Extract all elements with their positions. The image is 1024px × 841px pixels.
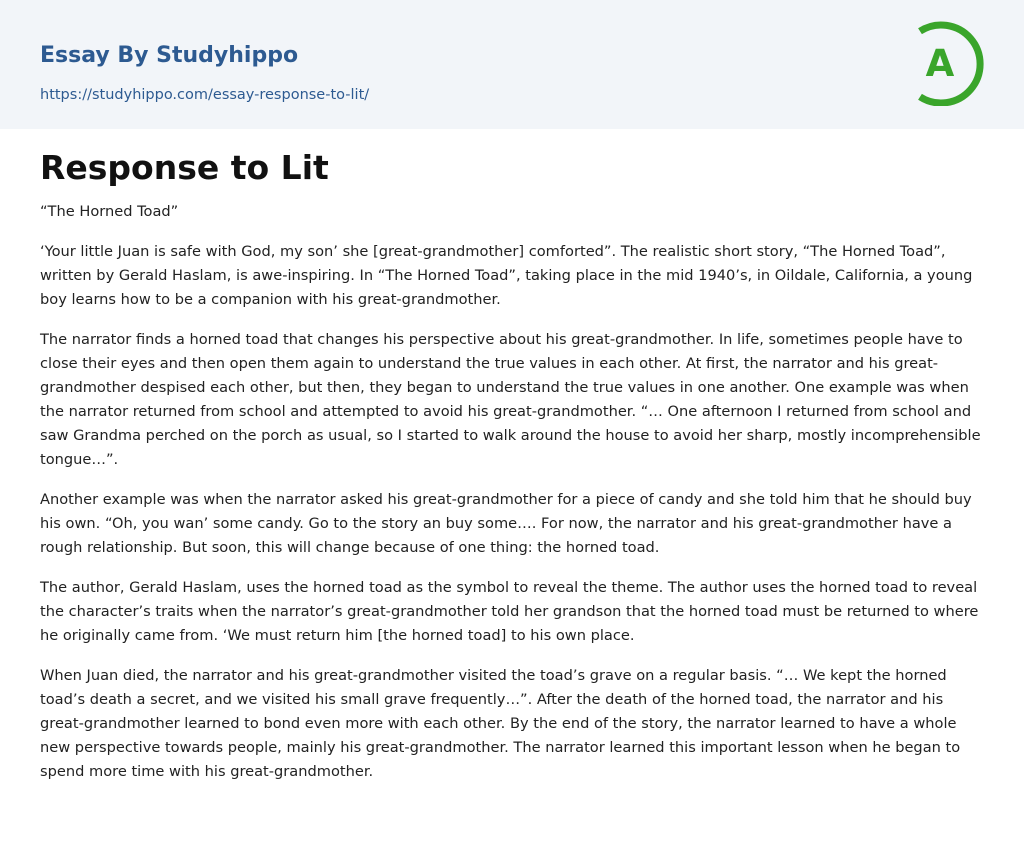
article-paragraph: The author, Gerald Haslam, uses the horned toad as the symbol to reveal the theme. The author uses the horned toad to reveal the character’s traits when the narrator’s great-grandmother told her grandson that the horned toad must be returned to where he originally came from. ‘We must return him [the horned toad] to his own place. [40,579,979,644]
logo-letter: A [925,42,955,85]
article-paragraph: Another example was when the narrator asked his great-grandmother for a piece of candy and she told him that he should buy his own. “Oh, you wan’ some candy. Go to the story an buy some…. For now, the narrator and his great-grandmother have a rough relationship. But soon, this will change because of one thing: the horned toad. [40,491,972,556]
article-paragraph: When Juan died, the narrator and his great-grandmother visited the toad’s grave on a regular basis. “… We kept the horned toad’s death a secret, and we visited his small grave frequently…”. After the death of the horned toad, the narrator and his great-grandmother learned to bond even more with each other. By the end of the story, the narrator learned to have a whole new perspective towards people, mainly his great-grandmother. The narrator learned this important lesson when he began to spend more time with his great-grandmother. [40,667,961,780]
page-title: Response to Lit [40,148,329,187]
studyhippo-logo[interactable] [910,18,988,106]
article-paragraph: ‘Your little Juan is safe with God, my son’ she [great-grandmother] comforted”. The realistic short story, “The Horned Toad”, written by Gerald Haslam, is awe-inspiring. In “The Horned Toad”, taking place in the mid 1940’s, in Oildale, California, a young boy learns how to be a companion with his great-grandmother. [40,243,973,308]
article-paragraph: The narrator finds a horned toad that changes his perspective about his great-grandmother. In life, sometimes people have to close their eyes and then open them again to understand the true values in each other. At first, the narrator and his great-grandmother despised each other, but then, they began to understand the true values in one another. One example was when the narrator returned from school and attempted to avoid his great-grandmother. “… One afternoon I returned from school and saw Grandma perched on the porch as usual, so I started to walk around the house to avoid her sharp, mostly incomprehensible tongue…”. [40,331,981,468]
site-header [0,0,1024,129]
article-content [40,145,988,800]
logo-a-icon [910,18,988,106]
article-paragraph: “The Horned Toad” [40,203,179,220]
brand-title: Essay By Studyhippo [40,43,299,68]
source-url-link[interactable]: https://studyhippo.com/essay-response-to-lit/ [40,87,370,103]
